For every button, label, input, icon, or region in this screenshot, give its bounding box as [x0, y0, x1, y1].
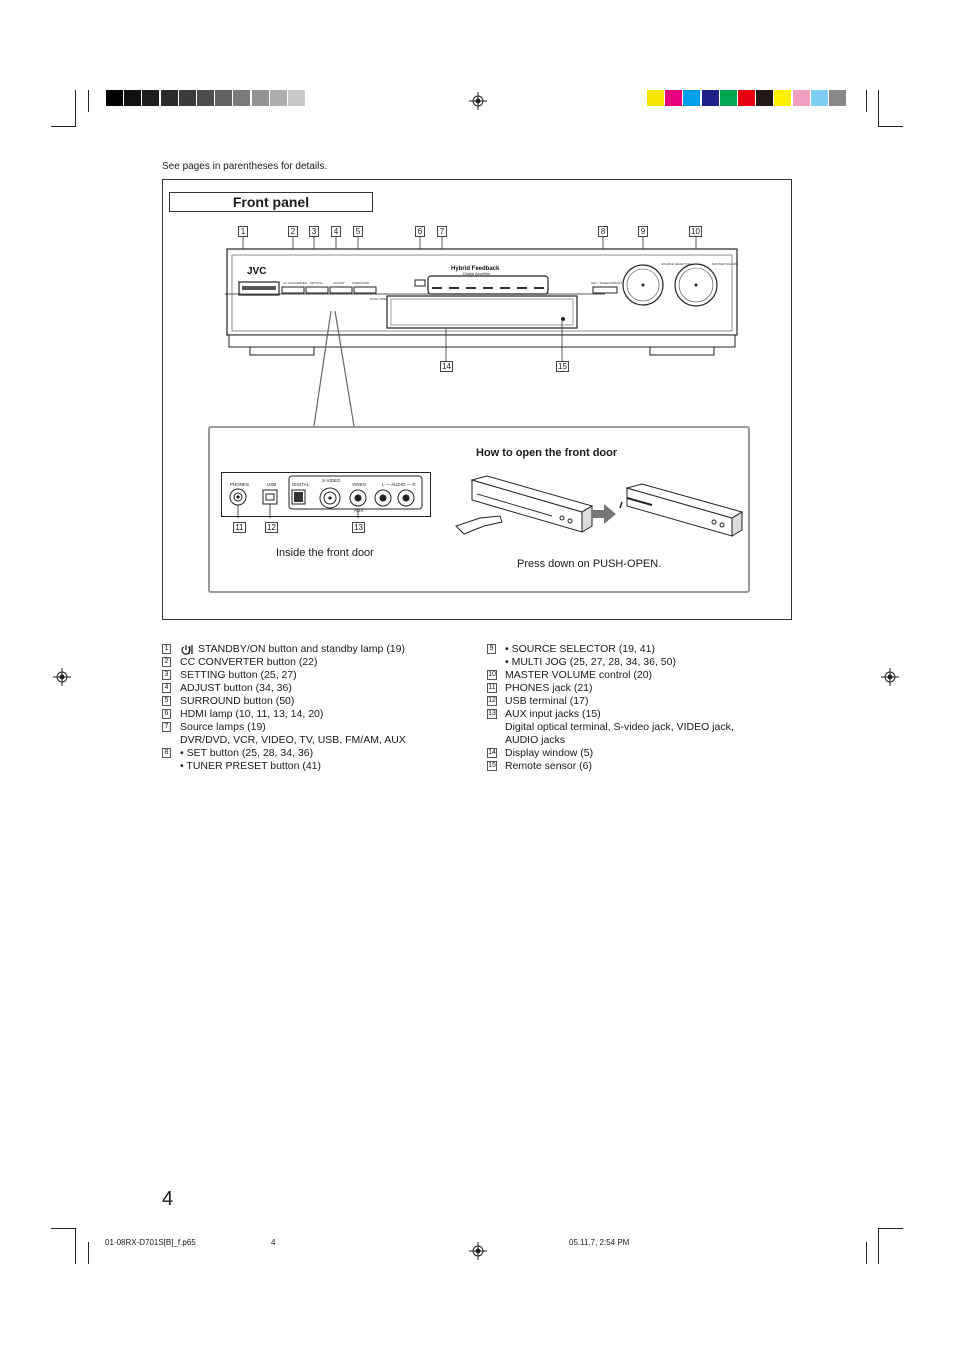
- color-swatch: [720, 90, 737, 106]
- receiver-front-illustration: [225, 237, 745, 437]
- color-swatch: [124, 90, 141, 106]
- legend-number: 10: [488, 671, 496, 678]
- legend-number: 15: [488, 762, 496, 769]
- color-swatch: [683, 90, 700, 106]
- crop-mark: [866, 90, 867, 112]
- callout-8: 8: [598, 226, 608, 237]
- color-swatch: [215, 90, 232, 106]
- svg-text:Hybrid Feedback: Hybrid Feedback: [451, 266, 500, 272]
- callout-11: 11: [233, 522, 246, 533]
- legend-number: 4: [162, 683, 171, 693]
- jack-label-video: VIDEO: [352, 482, 367, 487]
- callout-10: 10: [689, 226, 702, 237]
- crop-mark: [51, 1228, 76, 1229]
- color-swatch: [811, 90, 828, 106]
- color-swatch: [829, 90, 846, 106]
- color-swatch: [793, 90, 810, 106]
- legend-text: AUX input jacks (15): [505, 708, 601, 720]
- callout-12: 12: [265, 522, 278, 533]
- legend-text: Display window (5): [505, 747, 594, 759]
- color-swatch: [738, 90, 755, 106]
- legend-text: Remote sensor (6): [505, 760, 592, 772]
- callout-1: 1: [238, 226, 248, 237]
- color-swatch: [306, 90, 323, 106]
- callout-3: 3: [309, 226, 319, 237]
- legend-number: 14: [488, 749, 496, 756]
- color-swatch: [161, 90, 178, 106]
- legend-text: AUDIO jacks: [505, 734, 566, 746]
- callout-9: 9: [638, 226, 648, 237]
- footer-page: 4: [271, 1238, 276, 1247]
- legend-text: DVR/DVD, VCR, VIDEO, TV, USB, FM/AM, AUX: [180, 734, 406, 746]
- callout-6: 6: [415, 226, 425, 237]
- legend-text: PHONES jack (21): [505, 682, 593, 694]
- legend-text: USB terminal (17): [505, 695, 589, 707]
- color-swatch: [179, 90, 196, 106]
- crop-mark: [878, 1228, 903, 1229]
- svg-text:PUSH OPEN: PUSH OPEN: [370, 297, 388, 301]
- svg-text:SOURCE SELECTOR: SOURCE SELECTOR: [661, 262, 691, 266]
- registration-mark-icon: [469, 92, 487, 110]
- color-swatch: [774, 90, 791, 106]
- color-swatch: [665, 90, 682, 106]
- legend-number: 12: [488, 697, 496, 704]
- jack-label-aux: AUX: [354, 508, 364, 513]
- page-number: 4: [162, 1188, 174, 1210]
- howto-title: How to open the front door: [476, 447, 618, 459]
- color-swatch: [252, 90, 269, 106]
- callout-13: 13: [352, 522, 365, 533]
- jack-label-phones: PHONES: [230, 482, 250, 487]
- callout-4: 4: [331, 226, 341, 237]
- legend-text: Source lamps (19): [180, 721, 266, 733]
- legend-number: 5: [162, 696, 171, 706]
- legend-number: 2: [162, 657, 171, 667]
- legend-text: STANDBY/ON button and standby lamp (19): [198, 643, 405, 655]
- color-swatch: [288, 90, 305, 106]
- crop-mark: [878, 90, 879, 126]
- color-swatch: [233, 90, 250, 106]
- legend-text: ADJUST button (34, 36): [180, 682, 292, 694]
- page-hint: See pages in parentheses for details.: [162, 161, 328, 172]
- legend-text: CC CONVERTER button (22): [180, 656, 318, 668]
- crop-mark: [878, 126, 903, 127]
- jack-label-audio: L — AUDIO — R: [382, 482, 416, 487]
- registration-mark-icon: [881, 668, 899, 686]
- legend-number: 3: [162, 670, 171, 680]
- svg-text:CC CONVERTER: CC CONVERTER: [283, 281, 307, 285]
- jack-label-svideo: S-VIDEO: [322, 478, 341, 483]
- door-open-illustration: [452, 474, 744, 540]
- legend-text: SETTING button (25, 27): [180, 669, 297, 681]
- legend-text: SURROUND button (50): [180, 695, 295, 707]
- svg-text:MASTER VOLUME: MASTER VOLUME: [712, 262, 739, 266]
- callout-7: 7: [437, 226, 447, 237]
- svg-text:JVC: JVC: [247, 266, 267, 277]
- color-swatch: [702, 90, 719, 106]
- registration-mark-icon: [469, 1242, 487, 1260]
- inside-door-caption: Inside the front door: [276, 547, 374, 559]
- callout-5: 5: [353, 226, 363, 237]
- callout-14: 14: [440, 361, 453, 372]
- legend-number: 8: [162, 748, 171, 758]
- jack-label-digital: DIGITAL: [292, 482, 310, 487]
- color-swatch: [270, 90, 287, 106]
- crop-mark: [88, 90, 89, 112]
- legend-text: • SOURCE SELECTOR (19, 41): [505, 643, 655, 655]
- legend-text: Digital optical terminal, S-video jack, VIDEO jack,: [505, 721, 734, 733]
- footer-date: 05.11.7, 2:54 PM: [569, 1238, 630, 1247]
- color-swatch: [756, 90, 773, 106]
- jack-label-usb: USB: [267, 482, 277, 487]
- svg-text:ADJUST: ADJUST: [333, 281, 345, 285]
- legend-text: • MULTI JOG (25, 27, 28, 34, 36, 50): [505, 656, 676, 668]
- legend-number: 7: [162, 722, 171, 732]
- legend-number: 11: [488, 684, 496, 691]
- power-standby-icon: [180, 644, 196, 656]
- registration-mark-icon: [53, 668, 71, 686]
- color-swatch: [142, 90, 159, 106]
- color-swatch: [647, 90, 664, 106]
- howto-caption: Press down on PUSH-OPEN.: [517, 558, 662, 570]
- legend-number: 1: [162, 644, 171, 654]
- crop-mark: [878, 1228, 879, 1264]
- legend-text: • TUNER PRESET button (41): [180, 760, 322, 772]
- legend-text: • SET button (25, 28, 34, 36): [180, 747, 314, 759]
- color-swatch: [106, 90, 123, 106]
- svg-text:Digital Amplifier: Digital Amplifier: [463, 271, 491, 276]
- crop-mark: [51, 126, 76, 127]
- crop-mark: [75, 90, 76, 126]
- svg-text:SETTING: SETTING: [310, 281, 324, 285]
- crop-mark: [88, 1242, 89, 1264]
- legend-number: 9: [487, 644, 496, 654]
- crop-mark: [866, 1242, 867, 1264]
- callout-2: 2: [288, 226, 298, 237]
- svg-text:SET / TUNER PRESET: SET / TUNER PRESET: [591, 281, 623, 285]
- crop-mark: [75, 1228, 76, 1264]
- svg-text:SURROUND: SURROUND: [352, 281, 370, 285]
- legend-number: 13: [488, 710, 496, 717]
- callout-15: 15: [556, 361, 569, 372]
- legend-number: 6: [162, 709, 171, 719]
- color-swatch: [197, 90, 214, 106]
- section-title: Front panel: [169, 192, 373, 212]
- footer-file: 01-08RX-D701S[B]_f.p65: [105, 1238, 196, 1247]
- legend-text: HDMI lamp (10, 11, 13, 14, 20): [180, 708, 324, 720]
- legend-text: MASTER VOLUME control (20): [505, 669, 653, 681]
